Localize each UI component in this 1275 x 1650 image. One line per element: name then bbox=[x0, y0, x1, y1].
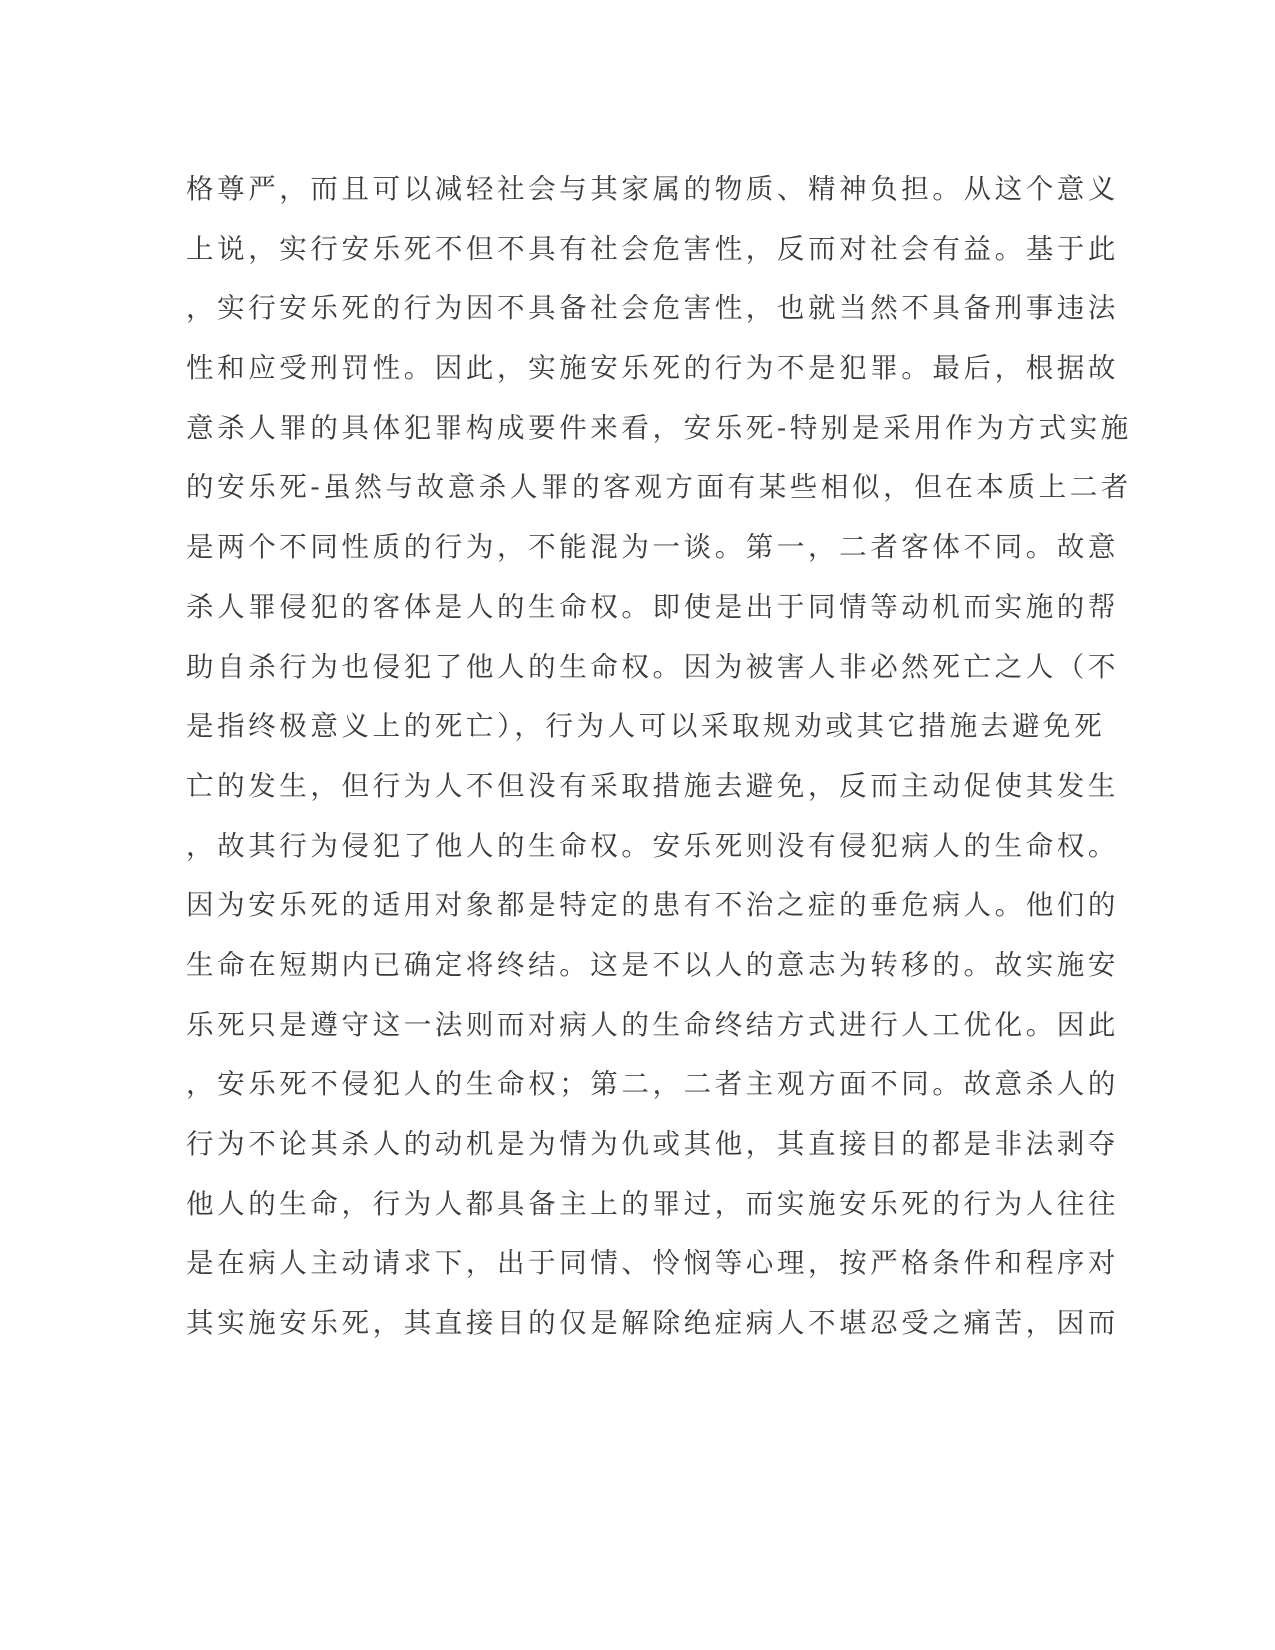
text-line: 乐死只是遵守这一法则而对病人的生命终结方式进行人工优化。因此 bbox=[186, 1008, 1119, 1041]
text-line: ，故其行为侵犯了他人的生命权。安乐死则没有侵犯病人的生命权。 bbox=[186, 829, 1119, 862]
text-line: ，安乐死不侵犯人的生命权；第二，二者主观方面不同。故意杀人的 bbox=[186, 1068, 1119, 1101]
text-line: 是两个不同性质的行为，不能混为一谈。第一，二者客体不同。故意 bbox=[186, 531, 1119, 564]
text-line: 格尊严，而且可以减轻社会与其家属的物质、精神负担。从这个意义 bbox=[186, 173, 1119, 205]
text-line: 是在病人主动请求下，出于同情、怜悯等心理，按严格条件和程序对 bbox=[186, 1247, 1119, 1280]
text-line: 其实施安乐死，其直接目的仅是解除绝症病人不堪忍受之痛苦，因而 bbox=[186, 1307, 1119, 1340]
text-line: 意杀人罪的具体犯罪构成要件来看，安乐死-特别是采用作为方式实施 bbox=[186, 411, 1132, 444]
text-line: ，实行安乐死的行为因不具备社会危害性，也就当然不具备刑事违法 bbox=[186, 292, 1119, 325]
text-line: 他人的生命，行为人都具备主上的罪过，而实施安乐死的行为人往往 bbox=[186, 1187, 1119, 1220]
text-line: 是指终极意义上的死亡），行为人可以采取规劝或其它措施去避免死 bbox=[186, 710, 1106, 743]
text-line: 因为安乐死的适用对象都是特定的患有不治之症的垂危病人。他们的 bbox=[186, 889, 1119, 922]
text-line: 性和应受刑罚性。因此，实施安乐死的行为不是犯罪。最后，根据故 bbox=[186, 352, 1119, 385]
text-line: 行为不论其杀人的动机是为情为仇或其他，其直接目的都是非法剥夺 bbox=[186, 1128, 1119, 1160]
text-line: 的安乐死-虽然与故意杀人罪的客观方面有某些相似，但在本质上二者 bbox=[186, 471, 1132, 504]
text-line: 亡的发生，但行为人不但没有采取措施去避免，反而主动促使其发生 bbox=[186, 769, 1119, 802]
body-text bbox=[186, 160, 1132, 1354]
text-line: 杀人罪侵犯的客体是人的生命权。即使是出于同情等动机而实施的帮 bbox=[186, 590, 1119, 623]
text-line: 助自杀行为也侵犯了他人的生命权。因为被害人非必然死亡之人（不 bbox=[186, 650, 1119, 683]
text-line: 上说，实行安乐死不但不具有社会危害性，反而对社会有益。基于此 bbox=[186, 232, 1119, 265]
text-line: 生命在短期内已确定将终结。这是不以人的意志为转移的。故实施安 bbox=[186, 948, 1119, 981]
